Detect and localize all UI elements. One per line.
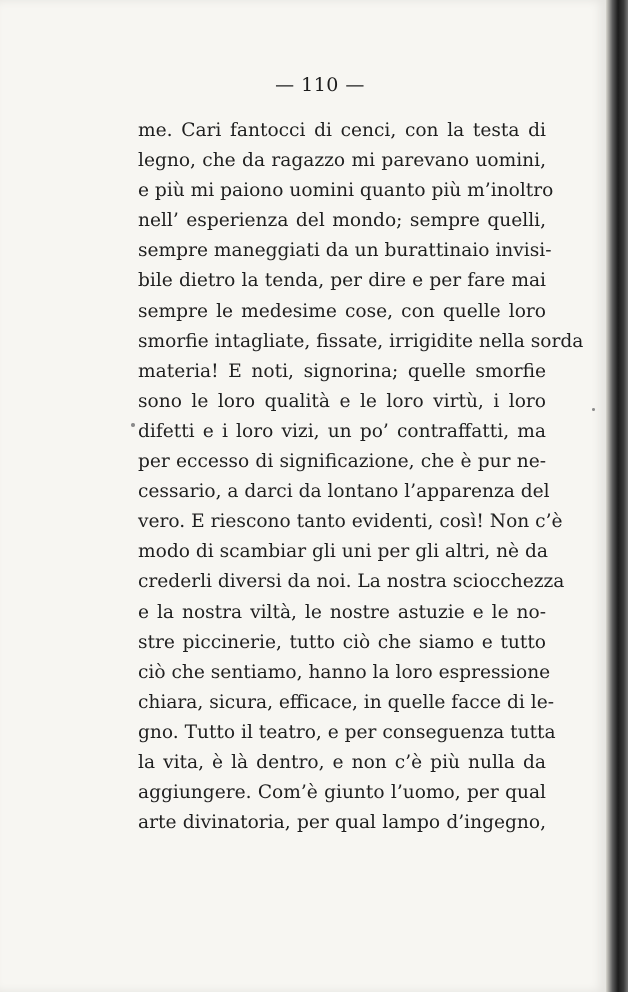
text-line: chiara, sicura, efficace, in quelle facce di le-	[138, 691, 555, 713]
text-line: sempre maneggiati da un burattinaio invisi-	[138, 240, 552, 262]
text-line: arte divinatoria, per qual lampo d’ingegno,	[138, 812, 546, 834]
text-line: ciò che sentiamo, hanno la loro espressione	[138, 661, 551, 683]
text-line: modo di scambiar gli uni per gli altri, nè da	[138, 541, 548, 563]
text-line: e la nostra viltà, le nostre astuzie e le no-	[138, 601, 546, 623]
text-line: stre piccinerie, tutto ciò che siamo e tutto	[138, 631, 546, 653]
text-line: difetti e i loro vizi, un po’ contraffatti, ma	[138, 420, 546, 442]
body-text	[138, 116, 584, 838]
text-line: vero. E riescono tanto evidenti, così! Non c’è	[138, 511, 563, 533]
text-line: smorfie intagliate, fissate, irrigidite nella sorda	[138, 330, 584, 352]
text-line: per eccesso di significazione, che è pur ne-	[138, 451, 546, 473]
text-line: crederli diversi da noi. La nostra sciocchezza	[138, 571, 565, 593]
text-line: gno. Tutto il teatro, e per conseguenza tutta	[138, 721, 556, 743]
text-line: nell’ esperienza del mondo; sempre quelli,	[138, 210, 546, 232]
text-line: materia! E noti, signorina; quelle smorfie	[138, 360, 546, 382]
paper-speck	[131, 423, 135, 427]
text-line: e più mi paiono uomini quanto più m’inoltro	[138, 180, 554, 202]
book-spine-edge	[606, 0, 628, 992]
text-line: sempre le medesime cose, con quelle loro	[138, 300, 546, 322]
text-line: la vita, è là dentro, e non c’è più nulla da	[138, 751, 546, 773]
page-number: — 110 —	[275, 74, 365, 96]
text-line: legno, che da ragazzo mi parevano uomini,	[138, 150, 546, 172]
text-line: cessario, a darci da lontano l’apparenza del	[138, 481, 550, 503]
text-line: bile dietro la tenda, per dire e per fare mai	[138, 270, 546, 292]
text-line: me. Cari fantocci di cenci, con la testa di	[138, 120, 546, 141]
text-line: aggiungere. Com’è giunto l’uomo, per qual	[138, 782, 546, 804]
paper-speck	[592, 408, 595, 411]
text-line: sono le loro qualità e le loro virtù, i loro	[138, 390, 546, 412]
